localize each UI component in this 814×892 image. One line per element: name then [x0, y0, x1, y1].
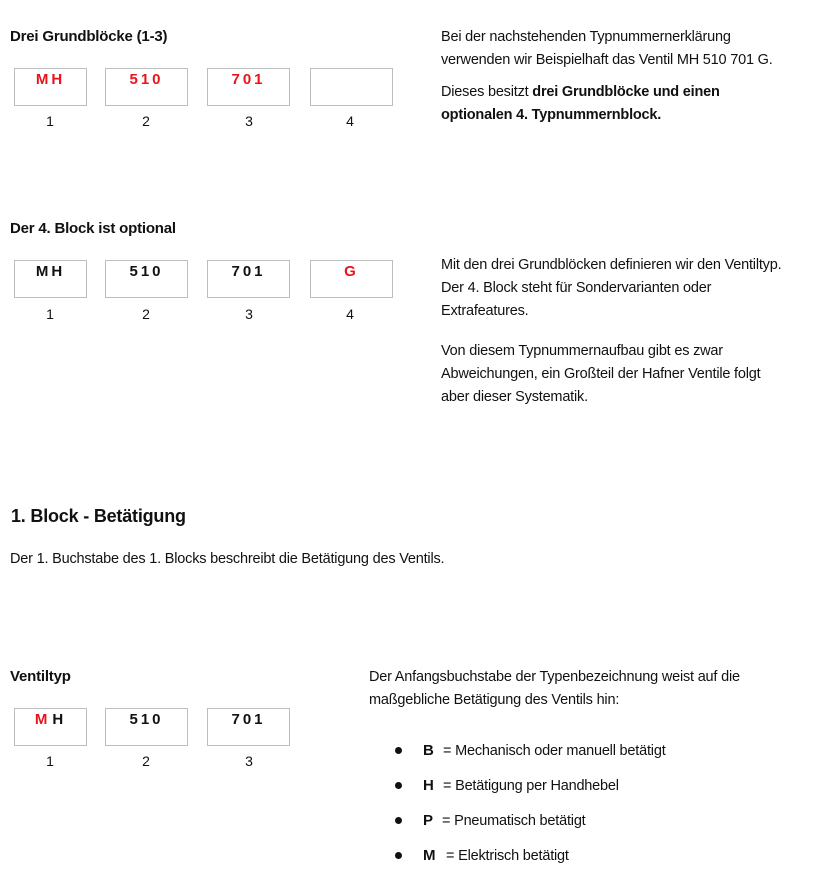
type-block-2	[105, 68, 188, 106]
betaetigung-key: M	[423, 847, 436, 864]
type-block-number-1: 1	[46, 753, 54, 769]
section1-para2-plain: Dieses besitzt	[441, 84, 533, 100]
bullet-icon	[395, 747, 402, 754]
betaetigung-item-m	[395, 846, 795, 881]
betaetigung-description: = Elektrisch betätigt	[446, 848, 569, 864]
betaetigung-key: B	[423, 742, 434, 759]
type-block-number-4: 4	[346, 306, 354, 322]
type-block-3	[207, 68, 290, 106]
type-block-number-2: 2	[142, 113, 150, 129]
type-block-4	[310, 68, 393, 106]
bullet-icon	[395, 817, 402, 824]
type-block-number-3: 3	[245, 306, 253, 322]
type-block-3-text: 701	[231, 263, 266, 280]
type-block-number-4: 4	[346, 113, 354, 129]
bullet-icon	[395, 852, 402, 859]
type-block-number-2: 2	[142, 306, 150, 322]
betaetigung-item-h	[395, 776, 795, 811]
type-block-3-text: 701	[231, 711, 266, 728]
section4-heading: Ventiltyp	[10, 668, 71, 685]
type-block-number-3: 3	[245, 753, 253, 769]
section1-heading: Drei Grundblöcke (1-3)	[10, 28, 168, 45]
betaetigung-item-p	[395, 811, 795, 846]
type-block-2-text: 510	[129, 263, 164, 280]
betaetigung-key: P	[423, 812, 433, 829]
betaetigung-list	[395, 741, 795, 881]
type-block-1-text: MH	[35, 263, 66, 280]
section3-heading: 1. Block - Betätigung	[11, 506, 186, 526]
section1-para2-bold: drei Grundblöcke und einen optionalen 4. Typnummernblock.	[441, 84, 720, 123]
type-block-1-text: MH	[35, 71, 66, 88]
section1-text	[441, 26, 786, 127]
section2-heading: Der 4. Block ist optional	[10, 220, 176, 237]
type-block-1	[14, 68, 87, 106]
section2-text	[441, 254, 786, 409]
type-block-3	[207, 708, 290, 746]
section4-para: Der Anfangsbuchstabe der Typenbezeichnung weist auf die maßgebliche Betätigung des Ventils hin:	[369, 669, 740, 708]
type-block-3-text: 701	[231, 71, 266, 88]
type-block-1	[14, 260, 87, 298]
type-block-1	[14, 708, 87, 746]
section3-intro: Der 1. Buchstabe des 1. Blocks beschreibt die Betätigung des Ventils.	[10, 551, 445, 567]
section2-para1: Mit den drei Grundblöcken definieren wir den Ventiltyp. Der 4. Block steht für Sondervarianten oder Extrafeatures.	[441, 257, 782, 319]
type-block-1-text: M	[34, 711, 51, 728]
type-block-4-text: G	[344, 263, 359, 280]
type-block-2	[105, 260, 188, 298]
type-block-number-2: 2	[142, 753, 150, 769]
type-block-4	[310, 260, 393, 298]
section2-para2: Von diesem Typnummernaufbau gibt es zwar Abweichungen, ein Großteil der Hafner Ventile folgt aber dieser Systematik.	[441, 343, 761, 405]
type-block-3	[207, 260, 290, 298]
section1-para1: Bei der nachstehenden Typnummernerklärung verwenden wir Beispielhaft das Ventil MH 510 701 G.	[441, 29, 773, 68]
type-block-2-text: 510	[129, 71, 164, 88]
betaetigung-description: = Mechanisch oder manuell betätigt	[443, 743, 666, 759]
type-block-1-text: H	[52, 711, 67, 728]
type-block-number-1: 1	[46, 306, 54, 322]
section1-para2	[441, 81, 786, 127]
bullet-icon	[395, 782, 402, 789]
betaetigung-description: = Betätigung per Handhebel	[443, 778, 619, 794]
type-block-number-3: 3	[245, 113, 253, 129]
betaetigung-description: = Pneumatisch betätigt	[442, 813, 586, 829]
type-block-2	[105, 708, 188, 746]
betaetigung-item-b	[395, 741, 795, 776]
type-block-2-text: 510	[129, 711, 164, 728]
type-block-number-1: 1	[46, 113, 54, 129]
betaetigung-key: H	[423, 777, 434, 794]
